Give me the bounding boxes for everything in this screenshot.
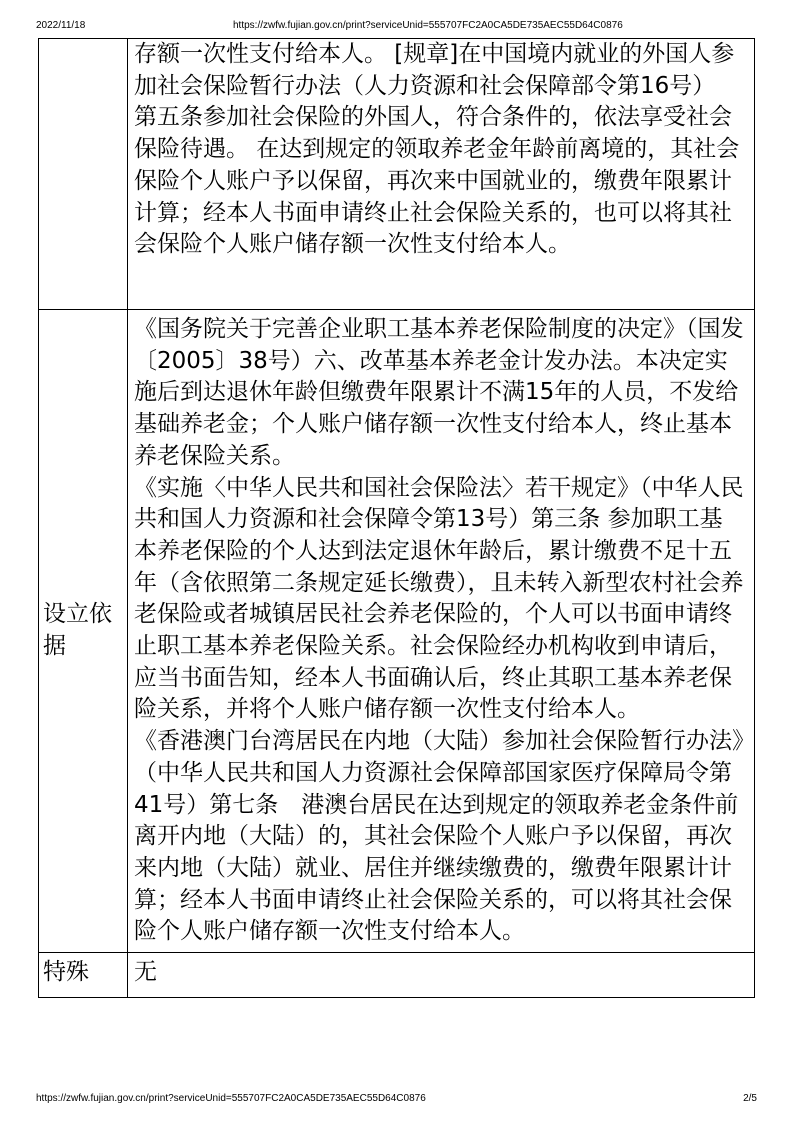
row-content-basis (128, 310, 755, 953)
table-row-continued (39, 39, 755, 310)
basis-paragraph-1: 《国务院关于完善企业职工基本养老保险制度的决定》（国发〔2005〕38号）六、改革基本养老金计发办法。本决定实施后到达退休年龄但缴费年限累计不满15年的人员，不发给基础养老金；个人账户储存额一次性支付给本人，终止基本养老保险关系。 (134, 316, 744, 469)
basis-paragraph-3: 《香港澳门台湾居民在内地（大陆）参加社会保险暂行办法》（中华人民共和国人力资源社会保障部国家医疗保障局令第41号）第七条 港澳台居民在达到规定的领取养老金条件前离开内地（大陆）的，其社会保险个人账户予以保留，再次来内地（大陆）就业、居住并继续缴费的，缴费年限累计计算；经本人书面申请终止社会保险关系的，可以将其社会保险个人账户储存额一次性支付给本人。 (134, 728, 744, 945)
basis-paragraph-2: 《实施〈中华人民共和国社会保险法〉若干规定》（中华人民共和国人力资源和社会保障令第13号）第三条 参加职工基本养老保险的个人达到法定退休年龄后，累计缴费不足十五年（含依照第二条规定延长缴费），且未转入新型农村社会养老保险或者城镇居民社会养老保险的，个人可以书面申请终止职工基本养老保险关系。社会保险经办机构收到申请后，应当书面告知，经本人书面确认后，终止其职工基本养老保险关系，并将个人账户储存额一次性支付给本人。 (134, 474, 744, 723)
table-row-special (39, 953, 755, 998)
row-content-continued (128, 39, 755, 310)
print-header (0, 18, 793, 34)
page-number: 2/5 (743, 1093, 757, 1104)
row-label-continued (39, 39, 128, 310)
row-label-basis: 设立依据 (39, 310, 128, 953)
print-footer (0, 1091, 793, 1107)
footer-url: https://zwfw.fujian.gov.cn/print?serviceUnid=555707FC2A0CA5DE735AEC55D64C0876 (36, 1093, 426, 1104)
row-content-special: 无 (128, 953, 755, 998)
document-sheet (38, 38, 755, 1085)
row-label-special: 特殊 (39, 953, 128, 998)
service-info-table (38, 38, 755, 998)
print-date: 2022/11/18 (36, 20, 86, 31)
table-row-basis (39, 310, 755, 953)
continued-text: 存额一次性支付给本人。 [规章]在中国境内就业的外国人参加社会保险暂行办法（人力资源和社会保障部令第16号） 第五条参加社会保险的外国人，符合条件的，依法享受社会保险待遇。 在达到规定的领取养老金年龄前离境的，其社会保险个人账户予以保留，再次来中国就业的，缴费年限累计计算；经本人书面申请终止社会保险关系的，也可以将其社会保险个人账户储存额一次性支付给本人。 (134, 41, 740, 258)
print-url: https://zwfw.fujian.gov.cn/print?serviceUnid=555707FC2A0CA5DE735AEC55D64C0876 (233, 20, 623, 31)
